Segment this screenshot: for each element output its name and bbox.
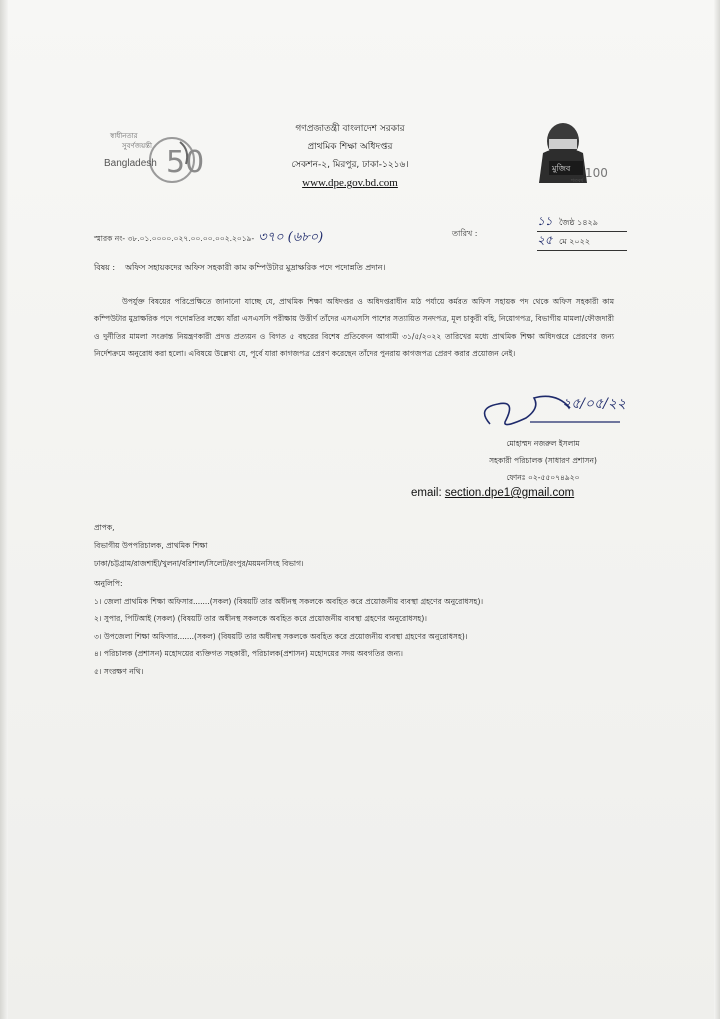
email-line [411, 487, 574, 499]
mujib-100-logo [525, 113, 607, 188]
bangla-day: ১১ [537, 214, 553, 228]
logo-number: 100 [585, 166, 608, 180]
memo-printed: স্মারক নং- ৩৮.০১.০০০০.০২৭.০০.০০.০০২.২০১৯- [94, 234, 255, 243]
body-paragraph: উপর্যুক্ত বিষয়ের পরিপ্রেক্ষিতে জানানো যাচ্ছে যে, প্রাথমিক শিক্ষা অধিদপ্তর ও অধিদপ্তরাধীন মাঠ পর্যায়ে কর্মরত অফিস সহায়ক পদ থেকে অফিস সহকারী কাম কম্পিউটার মুদ্রাক্ষরিক পদে পদোন্নতির লক্ষ্যে যাঁরা এসএসসি পরীক্ষায় উত্তীর্ণ তাঁদের এসএসসি পাশের সত্যায়িত সনদপত্র, মূল চাকুরী বহি, নিয়োগপত্র, বিভাগীয় মামলা/ফৌজদারী ও দুর্নীতির মামলা সংক্রান্ত নিয়ন্ত্রণকারী প্রদত্ত প্রত্যয়ন ও বিগত ৫ বছরের বিশেষ প্রতিবেদন আগামী ৩১/৫/২০২২ তারিখের মধ্যে প্রাথমিক শিক্ষা অধিদপ্তরে প্রেরণের জন্য নির্দেশক্রমে অনুরোধ করা হলো। এবিষয়ে উল্লেখ্য যে, পূর্বে যারা কাগজপত্র প্রেরণ করেছেন তাঁদের পুনরায় কাগজপত্র প্রেরণ করার প্রয়োজন নেই। [94, 297, 614, 359]
subject-line [94, 262, 385, 275]
memo-handwritten: ৩৭০ (৬৮০) [258, 230, 324, 245]
date-box [537, 215, 627, 250]
copy-item: ১। জেলা প্রাথমিক শিক্ষা অফিসার.......(সকল) (বিষয়টি তার অধীনস্থ সকলকে অবহিত করে প্রয়োজনীয় ব্যবস্থা গ্রহণের অনুরোধসহ)। [94, 596, 484, 606]
copies-label: অনুলিপি: [94, 579, 123, 588]
letter-body [94, 293, 614, 363]
logo-small-text-1: স্বাধীনতার [110, 132, 138, 140]
bangladesh-50-logo [100, 120, 205, 190]
email-label: email: [411, 487, 442, 499]
scan-shadow-left [0, 0, 8, 1019]
directorate-name: প্রাথমিক শিক্ষা অধিদপ্তর [307, 142, 393, 152]
subject-label: বিষয় : [94, 263, 116, 272]
signatory-designation: সহকারী পরিচালক (সাধারণ প্রশাসন) [489, 456, 597, 465]
signatory-block [483, 435, 603, 486]
recipient-block [94, 519, 304, 573]
letterhead [250, 120, 450, 192]
signatory-name: মোহাম্মদ নজরুল ইসলাম [506, 439, 580, 448]
date-underline [537, 250, 627, 251]
signature-date: ২৫/০৫/২২ [562, 396, 627, 412]
recipient-line-1: বিভাগীয় উপপরিচালক, প্রাথমিক শিক্ষা [94, 541, 208, 550]
bangla-month-year: জৈষ্ঠ ১৪২৯ [559, 218, 598, 227]
recipient-line-2: ঢাকা/চট্টগ্রাম/রাজশাহী/খুলনা/বরিশাল/সিলেট/রংপুর/ময়মনসিংহ বিভাগ। [94, 559, 304, 568]
portrait-emblem [525, 113, 607, 188]
signature [470, 378, 630, 434]
logo-number: 50 [166, 145, 205, 180]
govt-name: গণপ্রজাতন্ত্রী বাংলাদেশ সরকার [295, 124, 405, 134]
scan-shadow-right [714, 0, 720, 1019]
english-date [537, 234, 627, 250]
copy-item: ৪। পরিচালক (প্রশাসন) মহোদয়ের ব্যক্তিগত সহকারী, পরিচালক(প্রশাসন) মহোদয়ের সদয় অবগতির জন্য। [94, 649, 403, 658]
website-link[interactable]: www.dpe.gov.bd.com [302, 177, 398, 189]
logo-subtext: শতবর্ষ [571, 178, 584, 184]
recipient-label: প্রাপক, [94, 523, 115, 532]
copies-block [94, 575, 483, 680]
copy-item: ২। সুপার, পিটিআই (সকল) (বিষয়টি তার অধীনস্থ সকলকে অবহিত করে প্রয়োজনীয় ব্যবস্থা গ্রহণের অনুরোধসহ)। [94, 614, 427, 623]
bangla-date [537, 215, 627, 231]
logo-text: Bangladesh [104, 158, 157, 169]
logo-text: মুজিব [552, 164, 571, 173]
copy-item: ৫। সংরক্ষণ নথি। [94, 666, 144, 676]
subject-text: অফিস সহায়কদের অফিস সহকারী কাম কম্পিউটার মুদ্রাক্ষরিক পদে পদোন্নতি প্রদান। [125, 263, 386, 272]
address: সেকশন-২, মিরপুর, ঢাকা-১২১৬। [291, 160, 409, 170]
english-month-year: মে ২০২২ [559, 237, 591, 246]
date-label: তারিখ : [452, 229, 478, 238]
copy-item: ৩। উপজেলা শিক্ষা অফিসার.......(সকল) (বিষয়টি তার অধীনস্থ সকলকে অবহিত করে প্রয়োজনীয় ব্যবস্থা গ্রহণের অনুরোধসহ)। [94, 631, 468, 641]
email-link[interactable]: section.dpe1@gmail.com [444, 487, 575, 499]
logo-small-text-2: সুবর্ণজয়ন্তী [122, 142, 152, 150]
signatory-phone: ফোনঃ ০২-৫৫০৭৪৯২০ [506, 473, 580, 482]
memo-number [94, 228, 323, 249]
signature-scribble [470, 378, 630, 434]
english-day: ২৫ [537, 233, 553, 247]
